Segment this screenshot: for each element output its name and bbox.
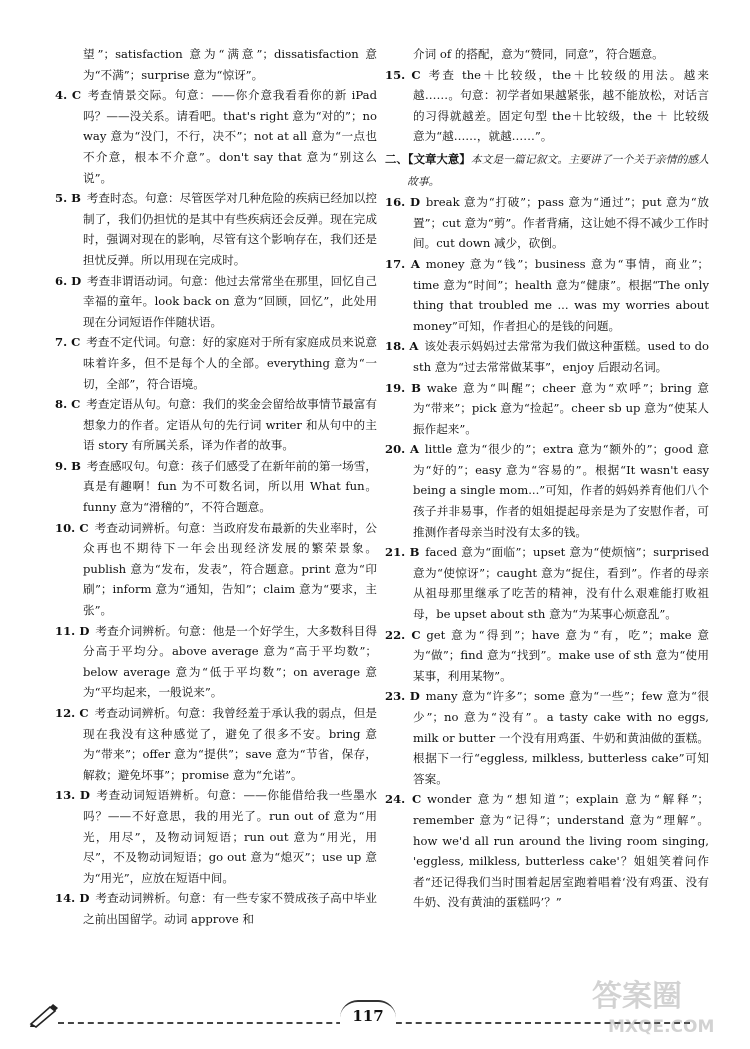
answer-item [385, 254, 709, 336]
answer-number: 13. D [55, 788, 90, 803]
answer-number: 9. B [55, 458, 81, 473]
answer-item [385, 65, 709, 147]
answer-explanation: break 意为“打破”；pass 意为“通过”；put 意为“放置”；cut 意为“剪”。作者背痛，这让她不得不减少工作时间。cut down 减少，砍倒。 [413, 195, 709, 251]
answer-number: 4. C [55, 88, 82, 103]
right-answer-list-a [385, 65, 709, 147]
answer-explanation: little 意为“很少的”；extra 意为“额外的”；good 意为“好的”；easy 意为“容易的”。根据“It wasn't easy being a single mom...”可知，作者的妈妈养育他们八个孩子并非易事，作者的姐姐提起母亲是为了安慰作者，可推测作者母亲当时没有太多的钱。 [413, 442, 710, 539]
section-body: 本文是一篇记叙文。主要讲了一个关于亲情的感人故事。 [407, 152, 709, 188]
answer-item [55, 785, 377, 888]
pencil-icon [28, 1002, 62, 1028]
answer-explanation: 考查介词辨析。句意：他是一个好学生，大多数科目得分高于平均分。above average 意为“高于平均数”；below average 意为“低于平均数”；on average 意为“平均起来，一般说来”。 [83, 623, 377, 700]
answer-explanation: 该处表示妈妈过去常常为我们做这种蛋糕。used to do sth 意为“过去常常做某事”，enjoy 后跟动名词。 [413, 339, 709, 374]
answer-item [385, 378, 709, 440]
left-column [55, 44, 377, 930]
answer-number: 8. C [55, 397, 81, 412]
answer-explanation: 考查不定代词。句意：好的家庭对于所有家庭成员来说意味着许多，但不是每个人的全部。everything 意为“一切，全部”，符合语境。 [83, 335, 377, 391]
answer-explanation: 考查动词辨析。句意：有一些专家不赞成孩子高中毕业之前出国留学。动词 approve 和 [83, 891, 377, 926]
answer-explanation: 考查定语从句。句意：我们的奖金会留给故事情节最富有想象力的作者。定语从句的先行词 writer 和从句中的主语 story 有所属关系，译为作者的故事。 [83, 397, 377, 453]
answer-item [385, 789, 709, 913]
answer-number: 19. B [385, 380, 421, 395]
answer-number: 12. C [55, 706, 89, 720]
answer-explanation: faced 意为“面临”；upset 意为“使烦恼”；surprised 意为“使惊讶”；caught 意为“捉住，看到”。作者的母亲从祖母那里继承了吃苦的精神，没有什么艰难能打败祖母，be upset about sth 意为“为某事心烦意乱”。 [413, 545, 709, 622]
answer-item [385, 625, 709, 687]
answer-number: 20. A [385, 442, 420, 457]
answer-explanation: 考查动词短语辨析。句意：——你能借给我一些墨水吗？——不好意思，我的用光了。run out of 意为“用光，用尽”，及物动词短语；run out 意为“用光，用尽”，不及物动词短语；go out 意为“熄灭”；use up 意为“用光”，应放在短语中间。 [83, 788, 377, 885]
answer-item [55, 888, 377, 929]
answer-number: 6. D [55, 273, 82, 288]
answer-item [55, 394, 377, 456]
answer-explanation: money 意为“钱”；business 意为“事情，商业”；time 意为“时间”；health 意为“健康”。根据“The only thing that troubled me ... was my worries about money”可知，作者担心的是钱的问题。 [413, 256, 709, 333]
answer-number: 16. D [385, 195, 421, 210]
answer-explanation: get 意为“得到”；have 意为“有，吃”；make 意为“做”；find 意为“找到”。make use of sth 意为“使用某事，利用某物”。 [413, 627, 709, 683]
answer-item [55, 188, 377, 270]
answer-item [55, 703, 377, 785]
watermark-text: 答案圈 [592, 979, 682, 1014]
watermark-url: MXQE.COM [608, 1017, 715, 1037]
answer-number: 24. C [385, 792, 422, 807]
answer-number: 22. C [385, 627, 421, 642]
answer-number: 11. D [55, 623, 90, 638]
answer-item [55, 332, 377, 394]
answer-explanation: 考查动词辨析。句意：当政府发布最新的失业率时，公众再也不期待下一年会出现经济发展的繁荣景象。publish 意为“发布，发表”，符合题意。print 意为“印刷”；inform 意为“通知，告知”；claim 意为“要求，主张”。 [83, 520, 377, 618]
answer-explanation: 考查感叹句。句意：孩子们感受了在新年前的第一场雪，真是有趣啊！fun 为不可数名词，所以用 What fun。funny 意为“滑稽的”，不符合题意。 [83, 458, 377, 515]
answer-item [55, 271, 377, 333]
answer-item [55, 456, 377, 518]
section-summary [385, 149, 709, 192]
answer-number: 14. D [55, 891, 90, 906]
answer-item [55, 621, 377, 703]
answer-item [385, 542, 709, 624]
answer-item [385, 192, 709, 254]
right-answer-list-b [385, 192, 709, 913]
answer-item [385, 439, 709, 542]
section-title: 二、【文章大意】 [385, 151, 471, 166]
right-column [385, 44, 709, 913]
item-14-continuation: 介词 of 的搭配，意为“赞同，同意”，符合题意。 [413, 47, 664, 61]
answer-number: 23. D [385, 689, 420, 704]
answer-explanation: 考查时态。句意：尽管医学对几种危险的疾病已经加以控制了，我们仍担忧的是其中有些疾病还会反弹。现在完成时，强调对现在的影响，尽管有这个影响存在，我们还是担忧反弹。所以用现在完成时。 [83, 191, 377, 267]
item-3-continuation: 望”；satisfaction 意为“满意”；dissatisfaction 意为“不满”；surprise 意为“惊讶”。 [83, 47, 377, 82]
answer-item [385, 336, 709, 377]
answer-item [55, 85, 377, 188]
answer-explanation: 考查情景交际。句意：——你介意我看看你的新 iPad 吗？——没关系。请看吧。that's right 意为“对的”；no way 意为“没门，不行，决不”；not at all 意为“一点也不介意，根本不介意”。don't say that 意为“别这么说”。 [83, 88, 377, 185]
answer-number: 21. B [385, 545, 420, 560]
answer-explanation: wake 意为“叫醒”；cheer 意为“欢呼”；bring 意为“带来”；pick 意为“捡起”。cheer sb up 意为“使某人振作起来”。 [413, 380, 709, 436]
answer-item [385, 686, 709, 789]
left-answer-list [55, 85, 377, 929]
answer-explanation: wonder 意为“想知道”；explain 意为“解释”；remember 意为“记得”；understand 意为“理解”。how we'd all run around the living room singing, 'eggless, milkless, butterless cake'？姐姐笑着问作者“还记得我们当时围着起居室跑着唱着‘没有鸡蛋、没有牛奶、没有黄油的蛋糕吗’？” [413, 792, 709, 910]
answer-explanation: 考查 the＋比较级，the＋比较级的用法。越来越……。句意：初学者如果越紧张，越不能放松，对话言的习得就越差。固定句型 the＋比较级，the ＋ 比较级 意为“越……，就越……”。 [413, 67, 709, 144]
answer-number: 15. C [385, 67, 421, 82]
watermark-logo [588, 970, 738, 1040]
answer-item [55, 518, 377, 621]
page-number: 117 [340, 1000, 396, 1030]
answer-number: 17. A [385, 256, 420, 271]
answer-number: 7. C [55, 335, 81, 350]
answer-explanation: many 意为“许多”；some 意为“一些”；few 意为“很少”；no 意为“没有”。a tasty cake with no eggs, milk or butter 一个没有用鸡蛋、牛奶和黄油做的蛋糕。根据下一行“eggless, milkless, butterless cake”可知答案。 [413, 689, 709, 786]
answer-number: 5. B [55, 191, 81, 206]
answer-explanation: 考查动词辨析。句意：我曾经羞于承认我的弱点，但是现在我没有这种感觉了，避免了很多不安。bring 意为“带来”；offer 意为“提供”；save 意为“节省，保存，解救；避免坏事”；promise 意为“允诺”。 [83, 706, 377, 782]
answer-number: 10. C [55, 520, 89, 535]
answer-explanation: 考查非谓语动词。句意：他过去常常坐在那里，回忆自己幸福的童年。look back on 意为“回顾，回忆”，此处用现在分词短语作伴随状语。 [83, 273, 377, 329]
answer-number: 18. A [385, 339, 419, 354]
